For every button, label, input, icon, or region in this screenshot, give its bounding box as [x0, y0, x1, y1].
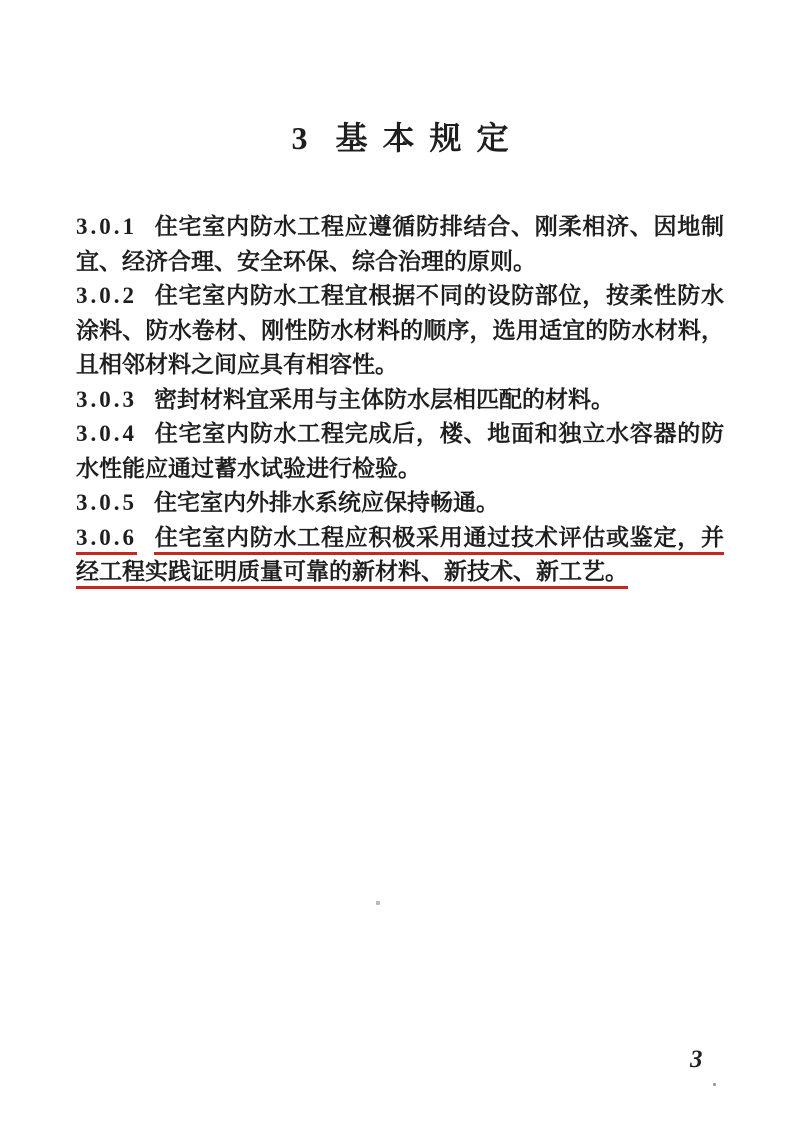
page-number: 3 [690, 1046, 703, 1073]
clause-number: 3.0.2 [76, 283, 137, 308]
clause-text: 住宅室内防水工程宜根据不同的设防部位，按柔性防水涂料、防水卷材、刚性防水材料的顺序，选用适宜的防水材料，且相邻材料之间应具有相容性。 [76, 283, 724, 377]
clause-text: 住宅室内防水工程应积极采用通过技术评估或鉴定，并经工程实践证明质量可靠的新材料、新技术、新工艺。 [76, 524, 724, 584]
chapter-title-text: 基本规定 [335, 120, 524, 156]
clause-paragraph [76, 521, 724, 590]
scan-artifact-dot [713, 1083, 716, 1086]
clause-paragraph [76, 417, 724, 486]
clause-number: 3.0.4 [76, 421, 137, 446]
chapter-title [0, 0, 800, 158]
clause-number: 3.0.5 [76, 490, 137, 515]
clause-paragraph [76, 279, 724, 383]
clause-text: 住宅室内外排水系统应保持畅通。 [154, 490, 499, 515]
document-body [76, 210, 724, 590]
clause-paragraph [76, 210, 724, 279]
clause-number: 3.0.1 [76, 214, 137, 239]
clause-paragraph [76, 486, 724, 521]
clause-text: 住宅室内防水工程完成后，楼、地面和独立水容器的防水性能应通过蓄水试验进行检验。 [76, 421, 724, 481]
clause-text: 住宅室内防水工程应遵循防排结合、刚柔相济、因地制宜、经济合理、安全环保、综合治理的原则。 [76, 214, 724, 274]
clause-paragraph [76, 383, 724, 418]
scan-artifact-dot [376, 901, 380, 905]
clause-number: 3.0.6 [76, 524, 137, 550]
chapter-number: 3 [291, 120, 308, 156]
clause-text: 密封材料宜采用与主体防水层相匹配的材料。 [154, 386, 614, 412]
clause-number: 3.0.3 [76, 386, 137, 412]
